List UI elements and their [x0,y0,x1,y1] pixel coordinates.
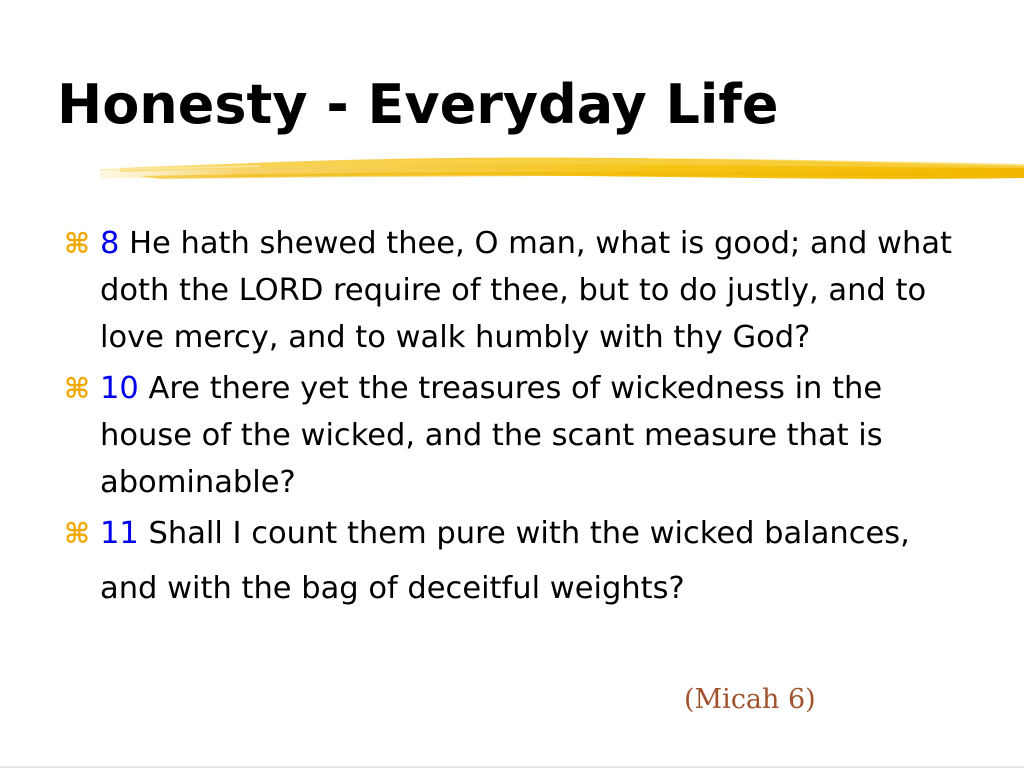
verse-number: 10 [100,371,139,406]
verse-text: Are there yet the treasures of wickedness in the house of the wicked, and the scant measure that is abominable? [100,371,883,500]
verse-item-8 [64,220,964,361]
brush-stroke-underline [100,148,1024,188]
verse-list [64,220,964,620]
verse-item-10 [64,365,964,506]
verse-item-11 [64,506,964,616]
command-key-bullet-icon: ⌘ [64,227,90,260]
verse-text: Shall I count them pure with the wicked balances, and with the bag of deceitful weights? [100,516,910,606]
slide-title: Honesty - Everyday Life [57,73,779,136]
verse-number: 11 [100,516,139,551]
command-key-bullet-icon: ⌘ [64,372,90,405]
verse-text: He hath shewed thee, O man, what is good; and what doth the LORD require of thee, but to do justly, and to love mercy, and to walk humbly with thy God? [100,226,952,355]
scripture-citation: (Micah 6) [684,684,816,715]
command-key-bullet-icon: ⌘ [64,517,90,550]
verse-number: 8 [100,226,120,261]
